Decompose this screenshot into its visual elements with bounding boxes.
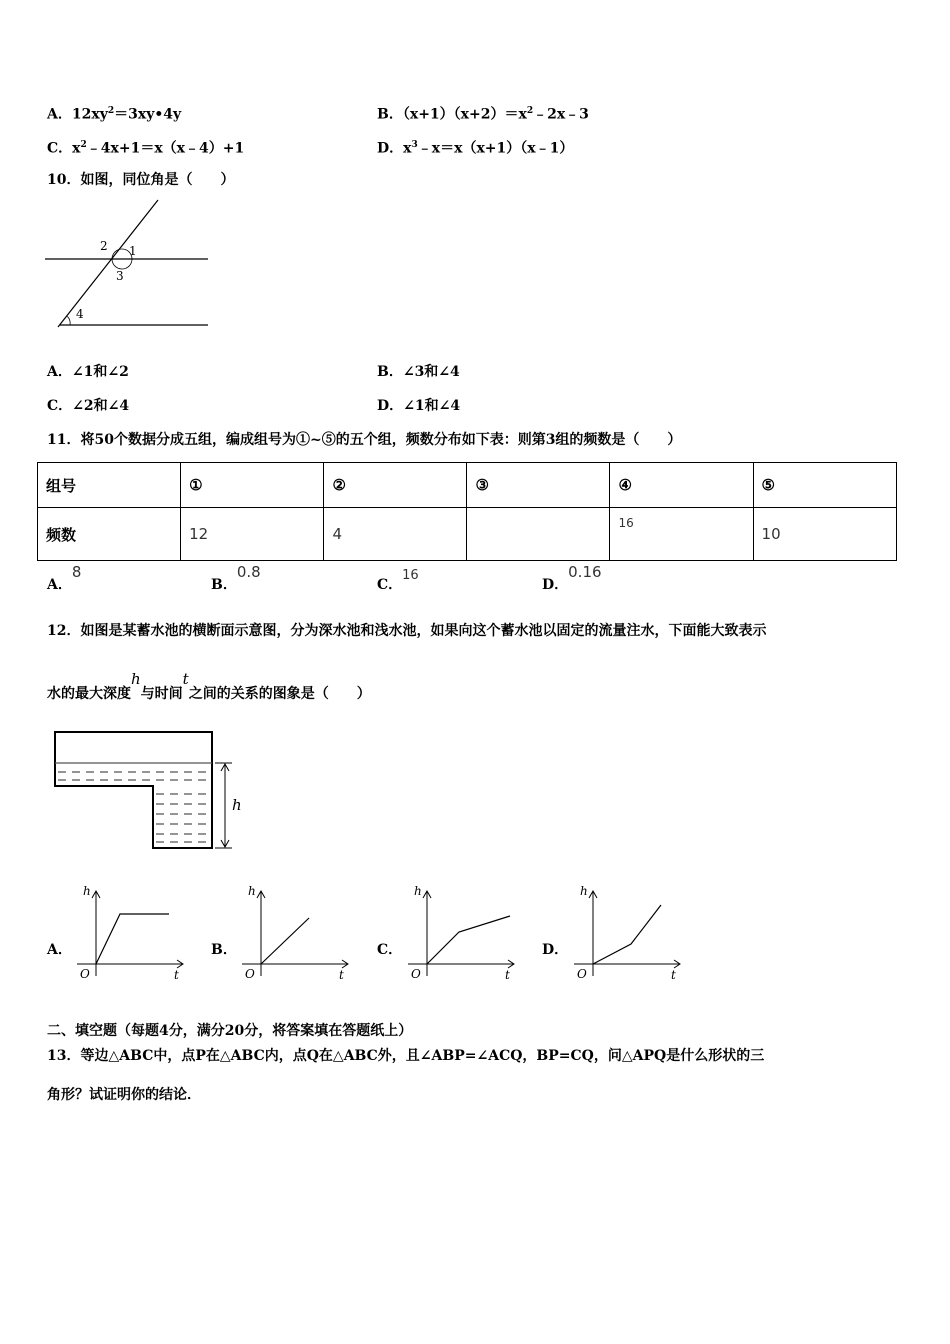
svg-text:t: t (505, 968, 510, 982)
q11-option-c[interactable]: C．16 (377, 568, 419, 593)
fig-label-1: 1 (129, 244, 137, 258)
q10-option-b[interactable]: B．∠3和∠4 (377, 364, 460, 380)
table-cell: 4 (324, 508, 467, 561)
q11-stem: 11．将50个数据分成五组，编成组号为①~⑤的五个组，频数分布如下表：则第3组的频数是（ ） (47, 432, 682, 448)
q10-figure (40, 196, 220, 332)
q9-option-b[interactable]: B．$(x+1)(x+2)=x^2﹣2x﹣3$ (377, 106, 589, 123)
pool-h-label: h (232, 796, 242, 814)
svg-text:O: O (80, 967, 90, 981)
q12-graph-c[interactable] (403, 880, 523, 985)
q13-line2: 角形？试证明你的结论． (47, 1087, 201, 1103)
fig-label-2: 2 (100, 239, 108, 253)
q12-option-a-label[interactable]: A． (47, 942, 72, 958)
angle4-arc (67, 316, 70, 325)
section-2-title: 二、填空题（每题4分，满分20分，将答案填在答题纸上） (47, 1023, 413, 1039)
svg-text:h: h (248, 884, 256, 898)
svg-text:t: t (671, 968, 676, 982)
q9-option-a[interactable]: A．$12xy^2=3xy•4y$ (47, 106, 182, 123)
q11-option-b[interactable]: B．0.8 (211, 563, 261, 593)
q13-line1: 13．等边△ABC中，点P在△ABC内，点Q在△ABC外，且∠ABP=∠ACQ，BP=CQ，问△APQ是什么形状的三 (47, 1048, 765, 1064)
q10-stem: 10．如图，同位角是（ ） (47, 172, 235, 188)
q9-option-c[interactable]: C．$x^2﹣4x+1=x(x﹣4)+1$ (47, 140, 245, 157)
q11-option-a[interactable]: A．8 (47, 563, 82, 593)
q12-option-b-label[interactable]: B． (211, 942, 237, 958)
svg-text:h: h (414, 884, 422, 898)
svg-text:h: h (83, 884, 91, 898)
q12-stem-line1: 12．如图是某蓄水池的横断面示意图，分为深水池和浅水池，如果向这个蓄水池以固定的流量注水，下面能大致表示 (47, 623, 767, 639)
table-cell: ⑤ (753, 463, 896, 508)
q9-option-d[interactable]: D．$x^3﹣x=x(x+1)(x﹣1)$ (377, 140, 574, 157)
table-row (38, 463, 897, 508)
table-row (38, 508, 897, 561)
table-cell: ① (181, 463, 324, 508)
q12-graph-b[interactable] (237, 880, 357, 985)
q12-graph-d[interactable] (569, 880, 689, 985)
table-cell: ④ (610, 463, 753, 508)
fig-label-3: 3 (116, 269, 124, 283)
table-cell: 10 (753, 508, 896, 561)
q12-option-c-label[interactable]: C． (377, 942, 403, 958)
q12-graph-a[interactable] (72, 880, 192, 985)
table-cell (467, 508, 610, 561)
svg-text:O: O (577, 967, 587, 981)
table-cell: 12 (181, 508, 324, 561)
q11-option-d[interactable]: D．0.16 (542, 563, 602, 593)
svg-text:t: t (174, 968, 179, 982)
q12-option-d-label[interactable]: D． (542, 942, 569, 958)
table-cell: 组号 (38, 463, 181, 508)
table-cell: 频数 (38, 508, 181, 561)
table-cell: ② (324, 463, 467, 508)
svg-text:O: O (245, 967, 255, 981)
q10-option-a[interactable]: A．∠1和∠2 (47, 364, 129, 380)
frequency-table (37, 462, 897, 561)
q10-option-c[interactable]: C．∠2和∠4 (47, 398, 130, 414)
transversal (58, 200, 158, 327)
table-cell: ③ (467, 463, 610, 508)
table-cell: 16 (610, 508, 753, 561)
svg-text:O: O (411, 967, 421, 981)
fig-label-4: 4 (76, 307, 84, 321)
q12-stem-line2: 水的最大深度h与时间t之间的关系的图象是（ ） (47, 670, 371, 702)
svg-text:t: t (339, 968, 344, 982)
pool-diagram (50, 728, 250, 854)
svg-text:h: h (580, 884, 588, 898)
q10-option-d[interactable]: D．∠1和∠4 (377, 398, 461, 414)
